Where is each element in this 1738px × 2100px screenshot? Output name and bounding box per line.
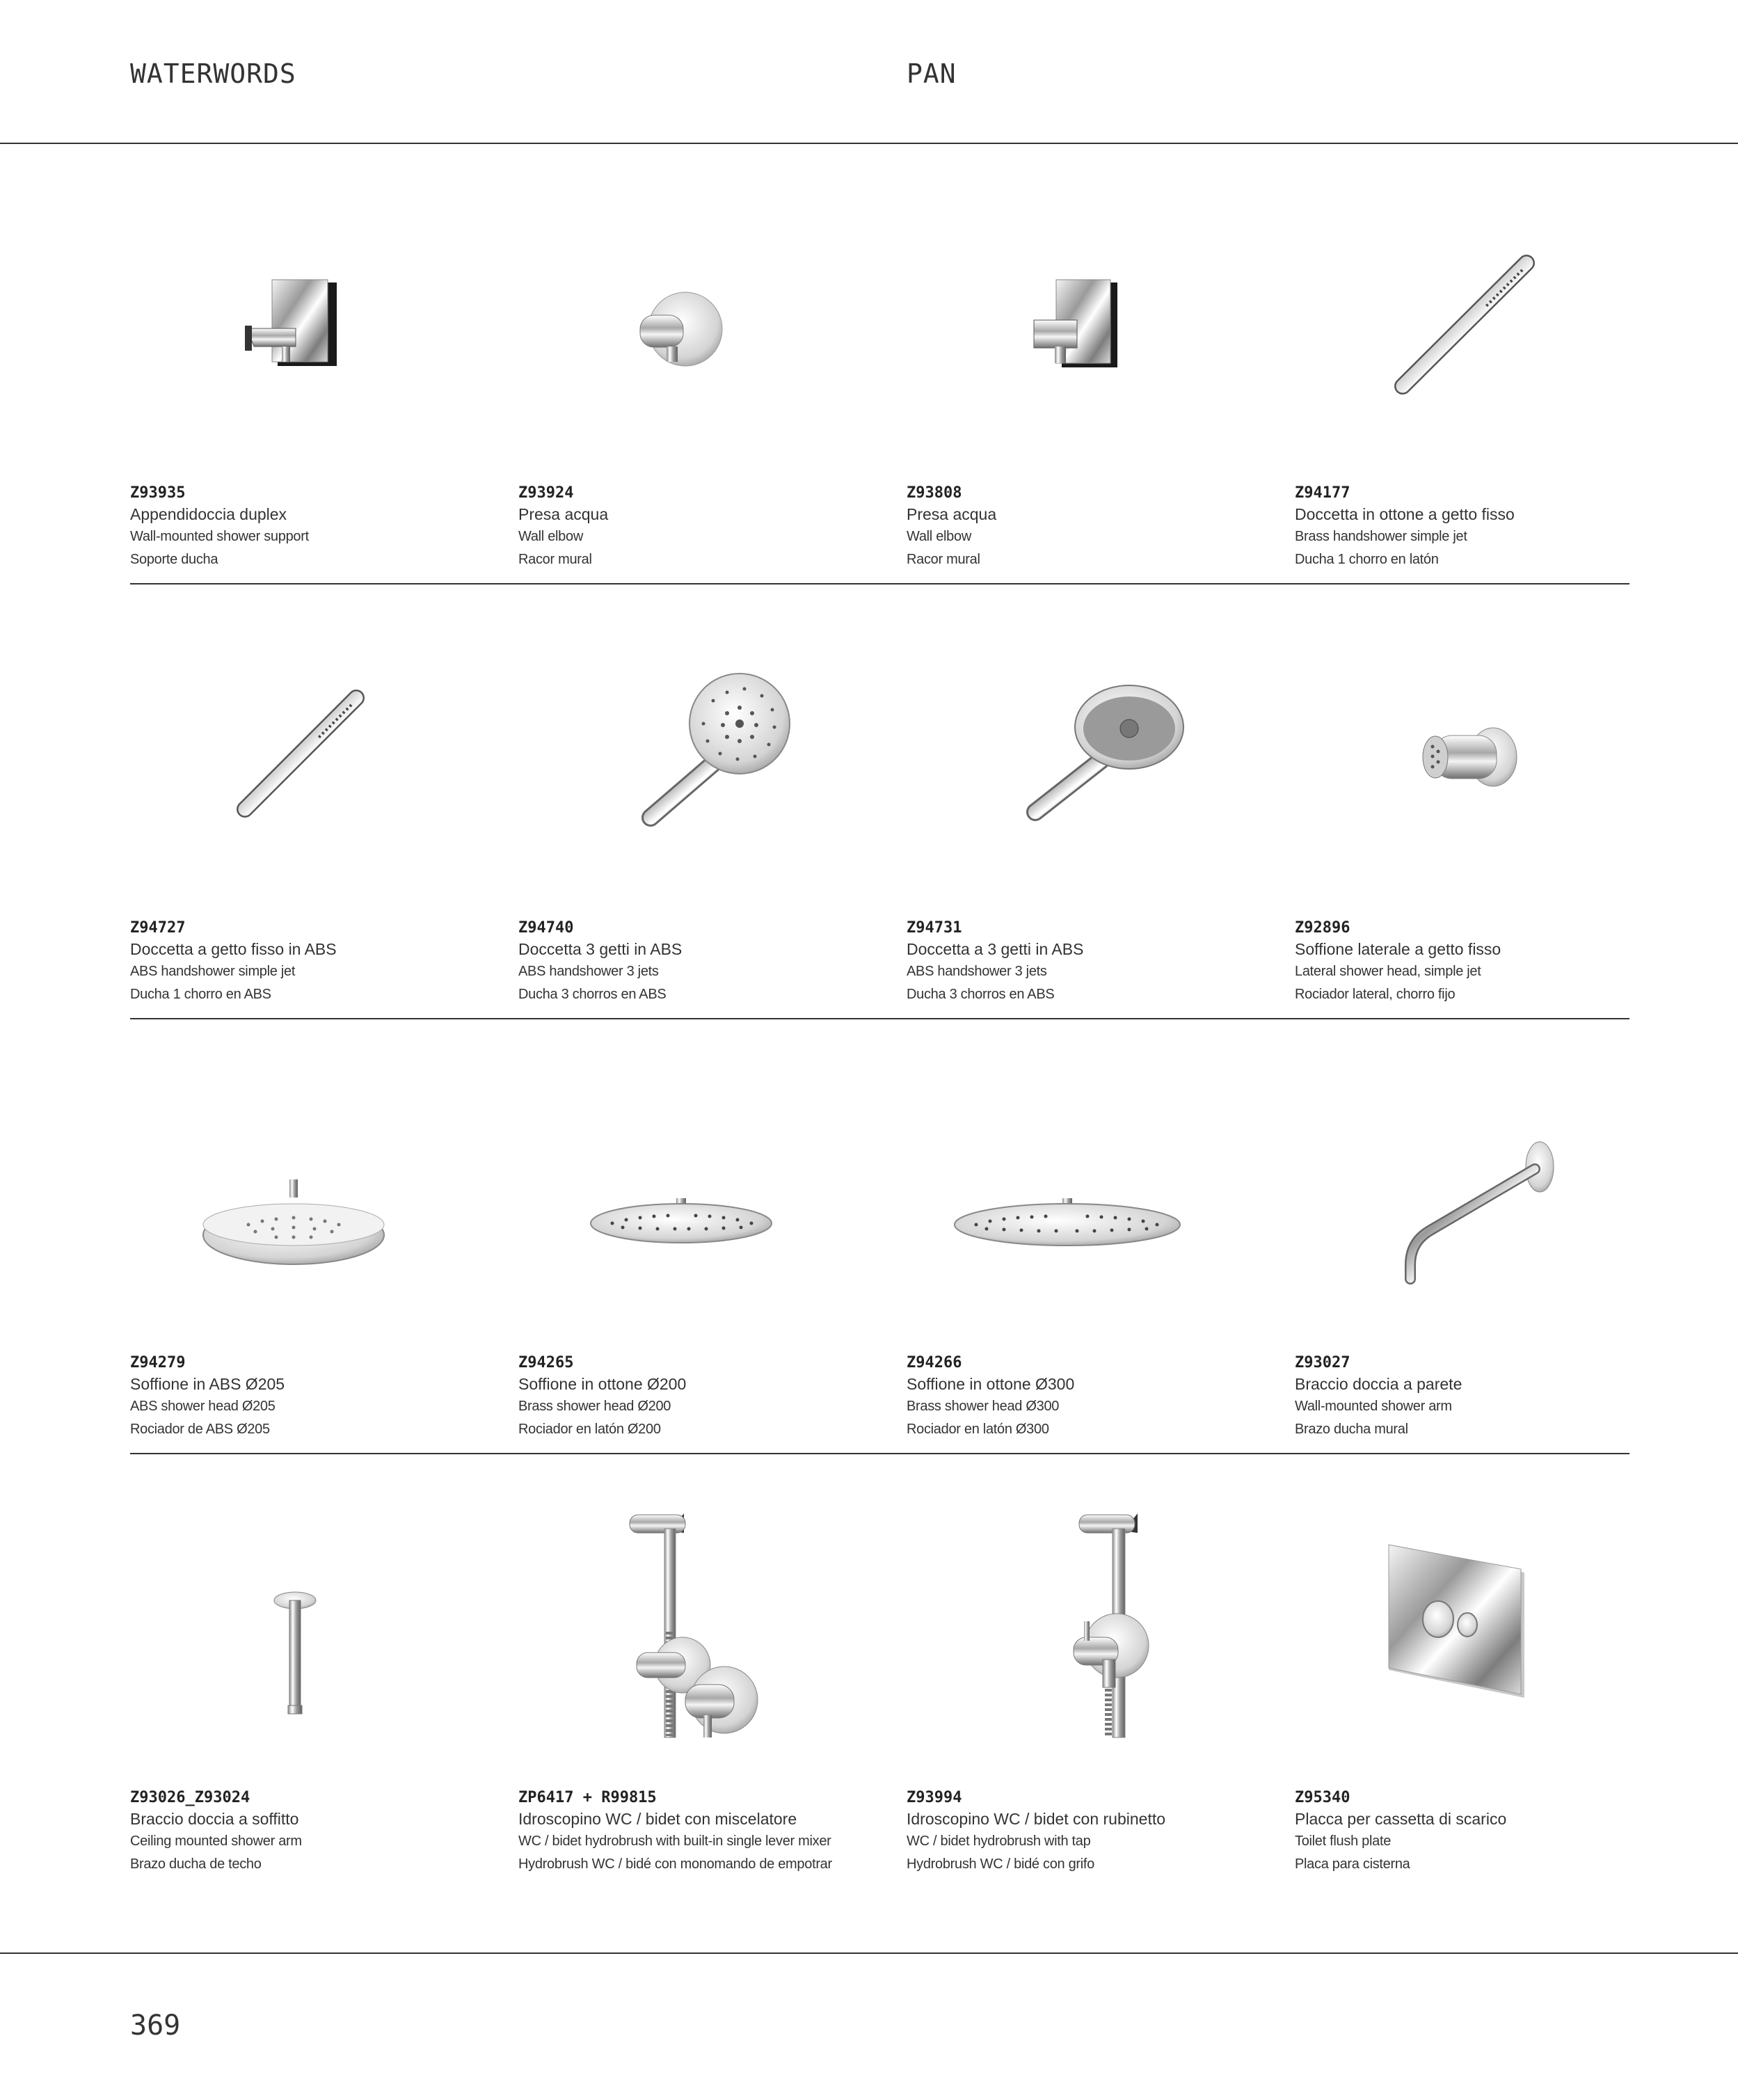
catalog-title: WATERWORDS <box>130 58 296 89</box>
product-name-es: Rociador en latón Ø200 <box>518 1422 661 1437</box>
product-name-it: Doccetta 3 getti in ABS <box>518 940 683 958</box>
product-name-es: Placa para cisterna <box>1295 1856 1410 1872</box>
product-card[interactable] <box>130 146 506 581</box>
body-jet-icon <box>1295 581 1622 901</box>
product-card[interactable] <box>1295 146 1671 581</box>
product-name-en: ABS handshower simple jet <box>130 964 296 979</box>
stick-handshower-icon <box>1295 146 1622 466</box>
product-name-it: Idroscopino WC / bidet con rubinetto <box>907 1810 1166 1828</box>
product-code: Z92896 <box>1295 919 1350 937</box>
product-name-es: Hydrobrush WC / bidé con grifo <box>907 1856 1095 1872</box>
product-name-es: Brazo ducha mural <box>1295 1422 1408 1437</box>
product-card[interactable] <box>130 581 506 1016</box>
round-handshower-icon <box>907 581 1234 901</box>
shower-head-icon <box>907 1016 1234 1336</box>
product-name-en: Wall-mounted shower arm <box>1295 1399 1452 1414</box>
product-card[interactable] <box>518 1451 894 1886</box>
product-code: Z94727 <box>130 919 186 937</box>
product-name-en: Ceiling mounted shower arm <box>130 1833 302 1849</box>
product-row <box>130 1016 1629 1451</box>
product-card[interactable] <box>518 581 894 1016</box>
product-name-it: Doccetta in ottone a getto fisso <box>1295 505 1515 523</box>
product-name-it: Appendidoccia duplex <box>130 505 287 523</box>
product-name-en: Wall elbow <box>907 529 971 544</box>
hydrobrush-tap-icon <box>907 1451 1234 1771</box>
product-code: ZP6417 + R99815 <box>518 1789 657 1806</box>
hydrobrush-mixer-icon <box>518 1451 845 1771</box>
product-code: Z95340 <box>1295 1789 1350 1806</box>
product-name-en: WC / bidet hydrobrush with built-in single lever mixer <box>518 1833 831 1849</box>
product-name-it: Soffione laterale a getto fisso <box>1295 940 1501 958</box>
product-code: Z93027 <box>1295 1354 1350 1371</box>
ceiling-shower-arm-icon <box>130 1451 457 1771</box>
product-name-en: WC / bidet hydrobrush with tap <box>907 1833 1091 1849</box>
product-name-it: Soffione in ABS Ø205 <box>130 1375 285 1393</box>
product-name-es: Racor mural <box>907 552 980 567</box>
round-wall-elbow-icon <box>518 146 845 466</box>
square-wall-elbow-icon <box>907 146 1234 466</box>
product-code: Z93924 <box>518 484 574 502</box>
product-name-en: ABS handshower 3 jets <box>518 964 659 979</box>
stick-handshower-icon <box>130 581 457 901</box>
product-grid <box>130 146 1629 1886</box>
page-number: 369 <box>130 2010 181 2042</box>
collection-title: PAN <box>907 58 957 89</box>
product-code: Z93026_Z93024 <box>130 1789 250 1806</box>
product-code: Z93994 <box>907 1789 962 1806</box>
product-name-es: Ducha 3 chorros en ABS <box>907 987 1055 1002</box>
product-name-it: Idroscopino WC / bidet con miscelatore <box>518 1810 797 1828</box>
product-card[interactable] <box>518 146 894 581</box>
product-name-en: Lateral shower head, simple jet <box>1295 964 1481 979</box>
product-name-es: Ducha 1 chorro en ABS <box>130 987 271 1002</box>
product-name-es: Rociador en latón Ø300 <box>907 1422 1049 1437</box>
product-code: Z94266 <box>907 1354 962 1371</box>
product-name-es: Ducha 3 chorros en ABS <box>518 987 667 1002</box>
product-card[interactable] <box>1295 581 1671 1016</box>
product-name-en: Brass handshower simple jet <box>1295 529 1467 544</box>
shower-support-icon <box>130 146 457 466</box>
product-card[interactable] <box>907 146 1282 581</box>
round-handshower-icon <box>518 581 845 901</box>
product-name-en: ABS shower head Ø205 <box>130 1399 276 1414</box>
product-name-es: Rociador de ABS Ø205 <box>130 1422 270 1437</box>
product-name-en: Brass shower head Ø200 <box>518 1399 671 1414</box>
product-name-it: Presa acqua <box>907 505 997 523</box>
product-card[interactable] <box>130 1016 506 1451</box>
product-name-es: Racor mural <box>518 552 592 567</box>
product-name-en: Brass shower head Ø300 <box>907 1399 1060 1414</box>
product-card[interactable] <box>1295 1016 1671 1451</box>
product-card[interactable] <box>130 1451 506 1886</box>
flush-plate-icon <box>1295 1451 1622 1771</box>
product-name-it: Placca per cassetta di scarico <box>1295 1810 1507 1828</box>
product-code: Z93808 <box>907 484 962 502</box>
product-card[interactable] <box>1295 1451 1671 1886</box>
product-code: Z94740 <box>518 919 574 937</box>
product-code: Z94731 <box>907 919 962 937</box>
product-name-en: Toilet flush plate <box>1295 1833 1392 1849</box>
product-name-es: Hydrobrush WC / bidé con monomando de empotrar <box>518 1856 832 1872</box>
footer-divider <box>0 1952 1738 1954</box>
product-name-it: Soffione in ottone Ø200 <box>518 1375 687 1393</box>
product-name-it: Presa acqua <box>518 505 609 523</box>
product-name-es: Soporte ducha <box>130 552 218 567</box>
product-row <box>130 581 1629 1016</box>
product-row <box>130 146 1629 581</box>
product-name-it: Braccio doccia a parete <box>1295 1375 1462 1393</box>
product-name-es: Brazo ducha de techo <box>130 1856 262 1872</box>
product-code: Z94177 <box>1295 484 1350 502</box>
product-name-it: Braccio doccia a soffitto <box>130 1810 299 1828</box>
header-divider <box>0 143 1738 144</box>
product-name-it: Doccetta a 3 getti in ABS <box>907 940 1084 958</box>
product-code: Z93935 <box>130 484 186 502</box>
product-code: Z94279 <box>130 1354 186 1371</box>
product-name-es: Ducha 1 chorro en latón <box>1295 552 1439 567</box>
product-card[interactable] <box>907 1451 1282 1886</box>
product-name-en: ABS handshower 3 jets <box>907 964 1047 979</box>
shower-head-icon <box>518 1016 845 1336</box>
product-name-en: Wall elbow <box>518 529 583 544</box>
product-name-en: Wall-mounted shower support <box>130 529 309 544</box>
wall-shower-arm-icon <box>1295 1016 1622 1336</box>
product-name-it: Doccetta a getto fisso in ABS <box>130 940 337 958</box>
product-name-it: Soffione in ottone Ø300 <box>907 1375 1075 1393</box>
shower-head-icon <box>130 1016 457 1336</box>
product-row <box>130 1451 1629 1886</box>
product-card[interactable] <box>518 1016 894 1451</box>
product-card[interactable] <box>907 1016 1282 1451</box>
product-code: Z94265 <box>518 1354 574 1371</box>
product-card[interactable] <box>907 581 1282 1016</box>
product-name-es: Rociador lateral, chorro fijo <box>1295 987 1456 1002</box>
